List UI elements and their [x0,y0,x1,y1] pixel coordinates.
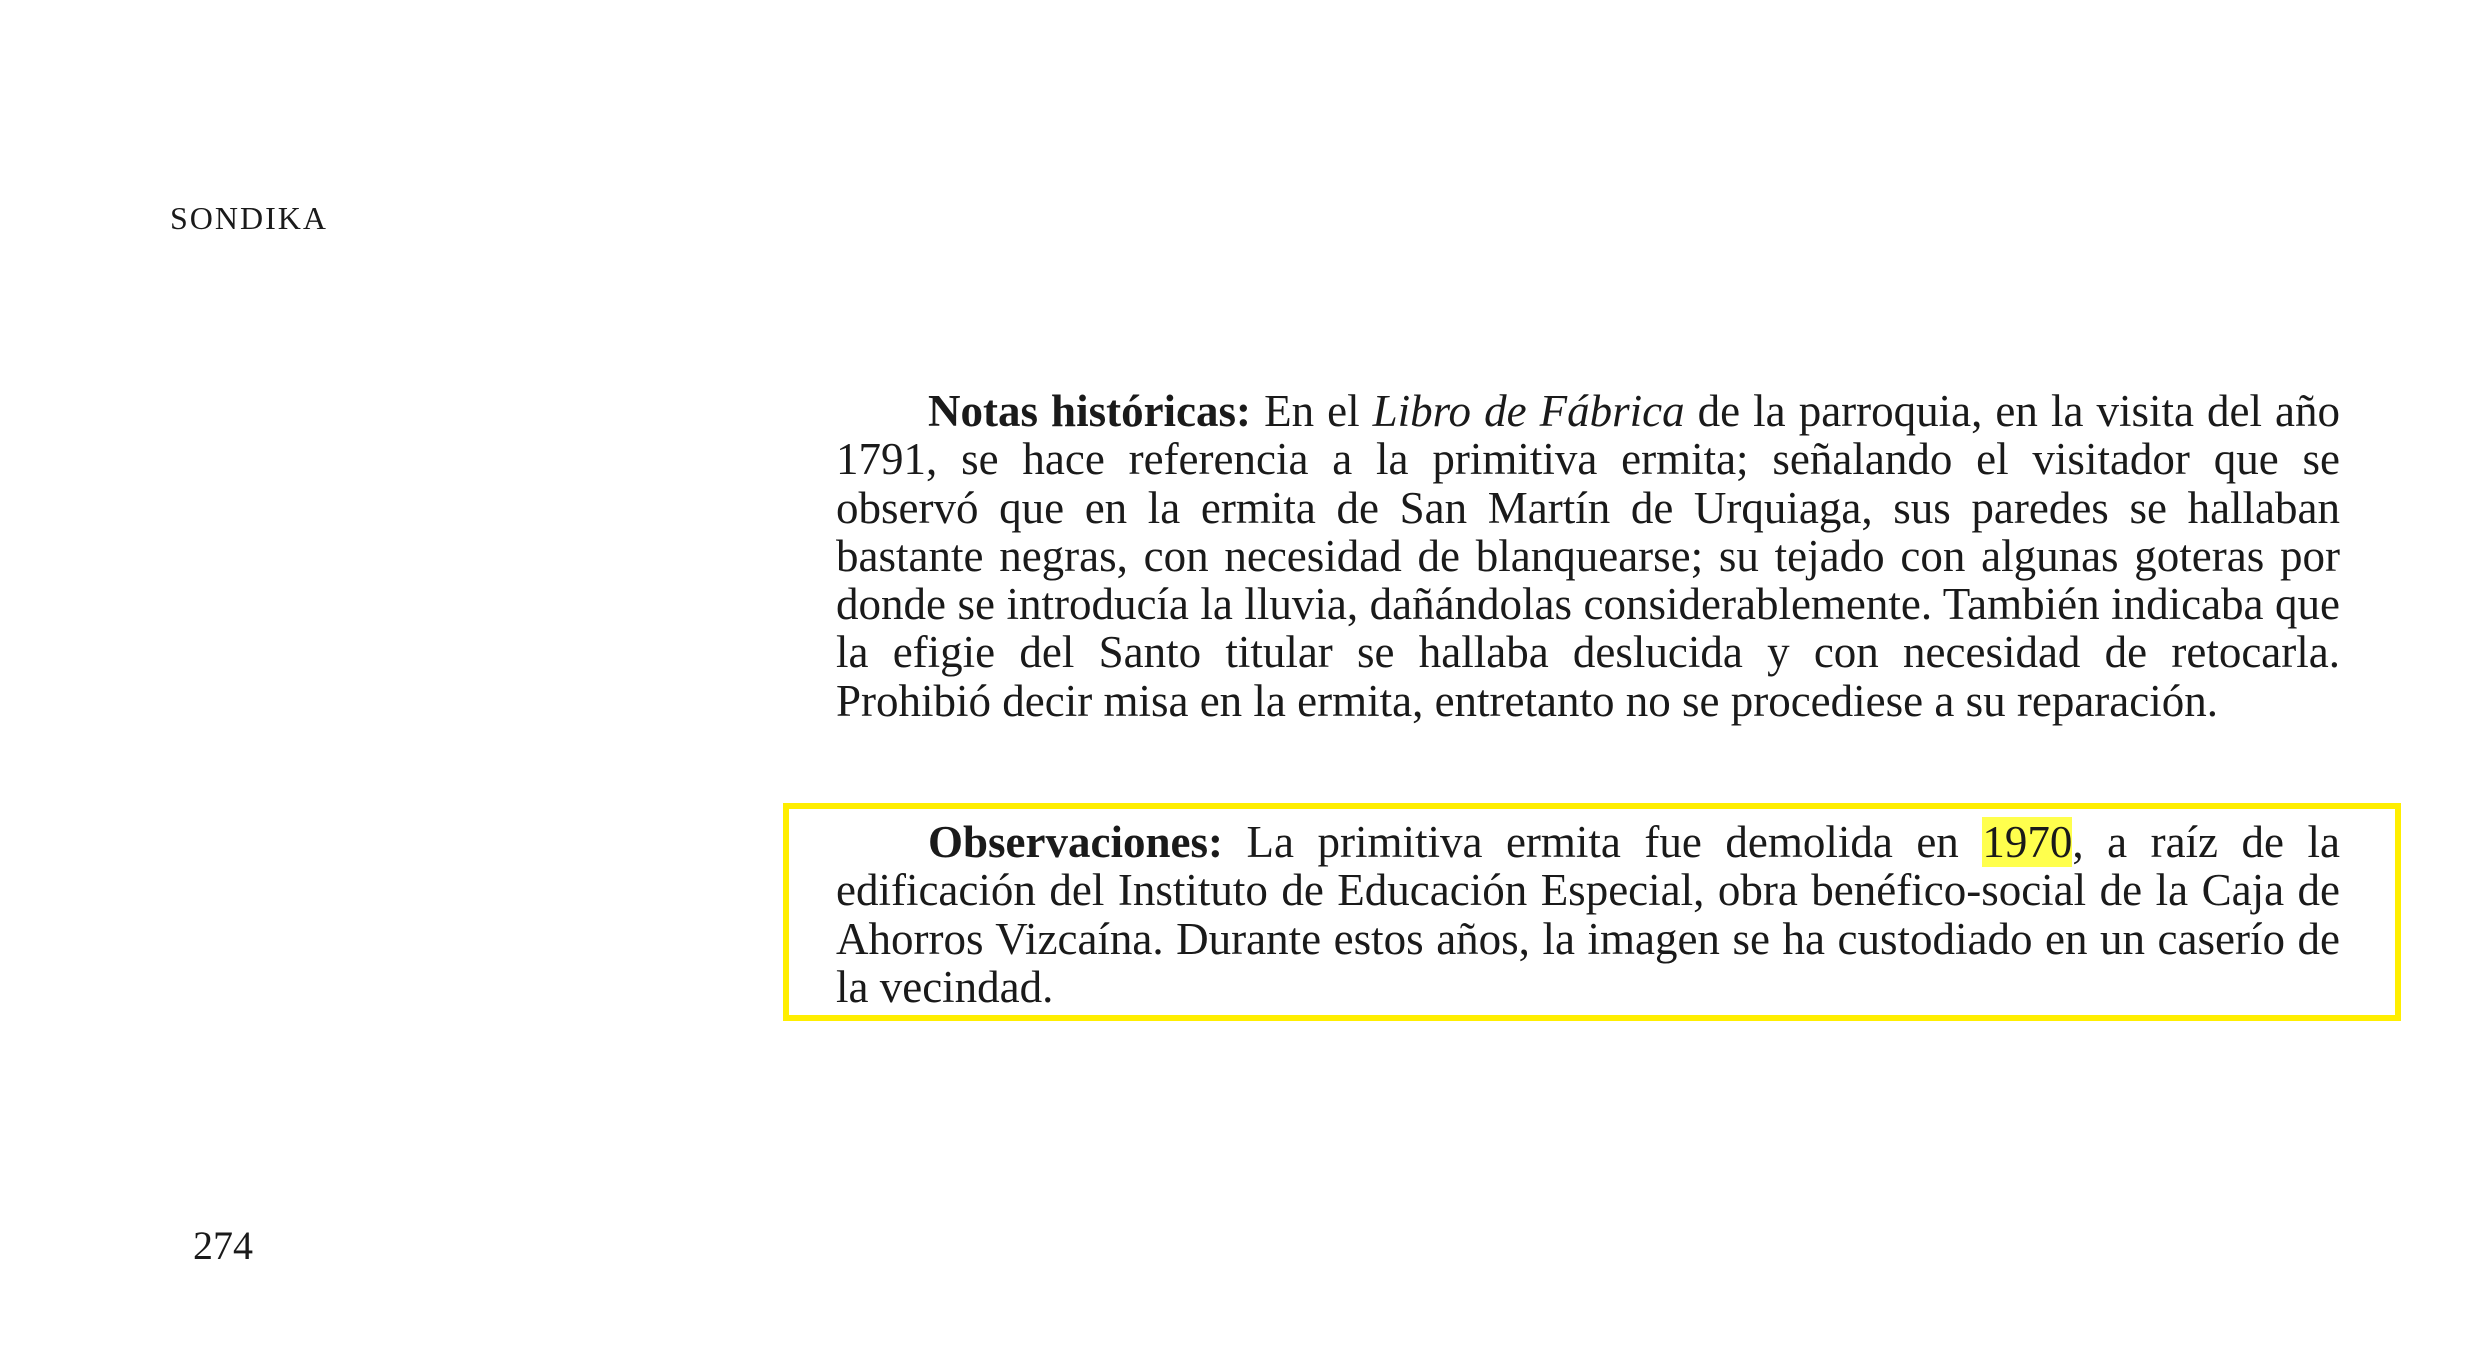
running-head: SONDIKA [170,200,328,236]
notas-text-2: de la parroquia, en la visita del año 1791, se hace referencia a la primitiva ermita; señalando el visitador que se observó que en la ermita de San Martín de Urquiaga, sus paredes se hallaban bastante negras, con necesidad de blanquearse; su tejado con algunas goteras por donde se introducía la lluvia, dañándolas considerablemente. También indicaba que la efigie del Santo titular se hallaba deslucida y con necesidad de retocarla. Prohibió decir misa en la ermita, entretanto no se procediese a su reparación. [836,386,2341,726]
observaciones-paragraph [836,818,2340,1011]
observaciones-text-2: , a raíz de la edificación del Instituto de Educación Especial, obra benéfico-social de la Caja de Ahorros Vizcaína. Durante estos años, la imagen se ha custodiado en un caserío de la vecindad. [836,817,2340,1012]
observaciones-label: Observaciones: [928,817,1223,867]
libro-de-fabrica-title: Libro de Fábrica [1372,386,1685,436]
notas-historicas-label: Notas históricas: [928,386,1252,436]
page-number: 274 [193,1223,253,1268]
observaciones-text-1: La primitiva ermita fue demolida en [1222,817,1983,867]
notas-text-1: En el [1251,386,1373,436]
highlighted-year: 1970 [1982,817,2073,867]
notas-historicas-paragraph [836,387,2340,725]
